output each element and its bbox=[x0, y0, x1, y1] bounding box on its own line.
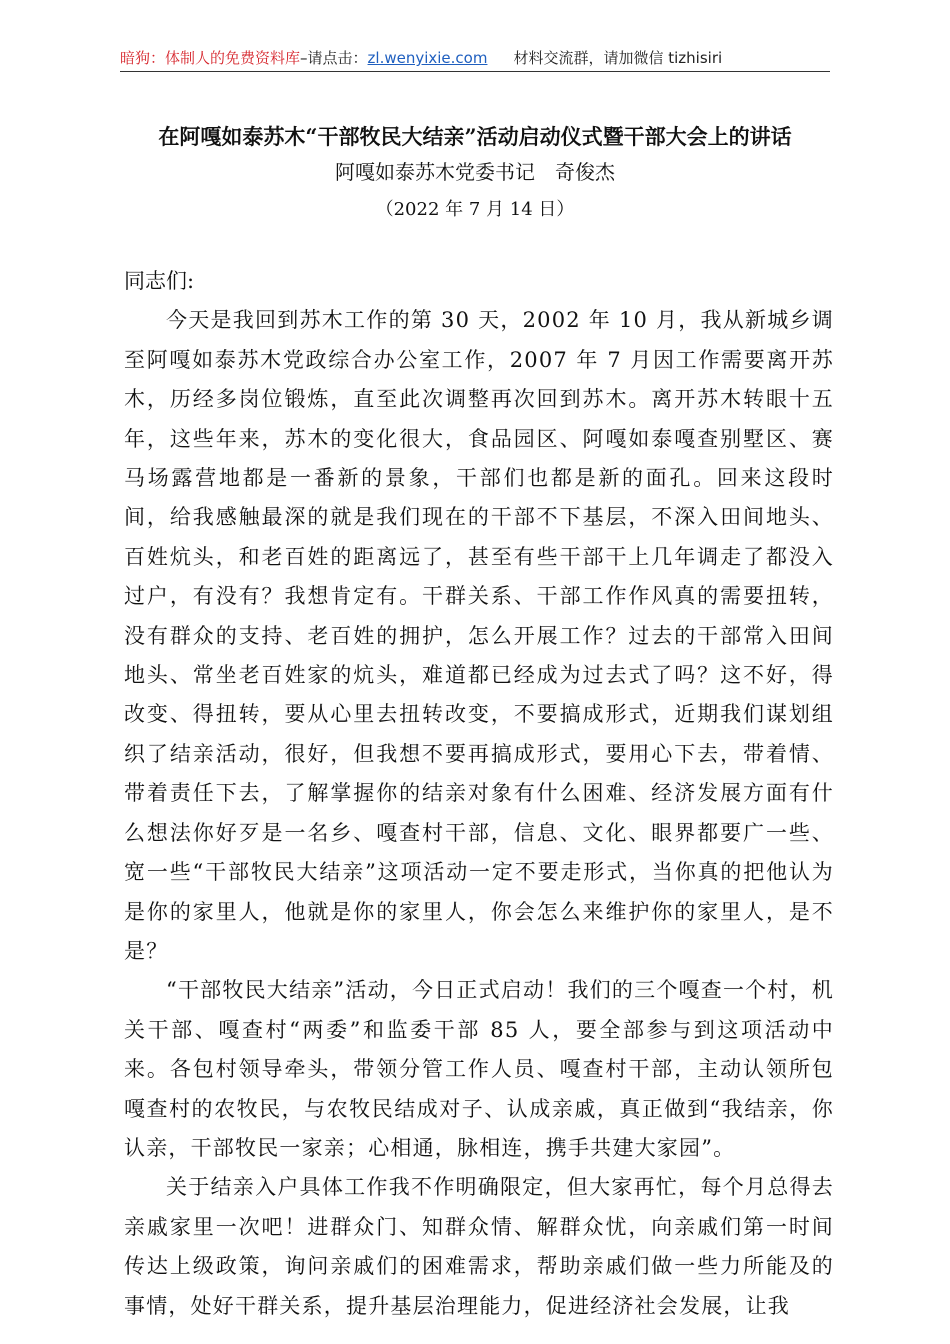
header-link[interactable]: zl.wenyixie.com bbox=[367, 49, 488, 67]
document-title: 在阿嘎如泰苏木“干部牧民大结亲”活动启动仪式暨干部大会上的讲话 bbox=[158, 124, 792, 149]
header-divider bbox=[120, 71, 830, 72]
header-brand: 暗狗：体制人的免费资料库 bbox=[120, 49, 301, 67]
paragraph-2: “干部牧民大结亲”活动，今日正式启动！我们的三个嘎查一个村，机关干部、嘎查村“两委”和监委干部 85 人，要全部参与到这项活动中来。各包村领导牵头，带领分管工作人员、嘎查村干部，主动认领所包嘎查村的农牧民，与农牧民结成对子、认成亲戚，真正做到“我结亲，你认亲，干部牧民一家亲；心相通，脉相连，携手共建大家园”。 bbox=[124, 978, 834, 1160]
document-body bbox=[124, 262, 834, 1326]
document-author: 阿嘎如泰苏木党委书记 奇俊杰 bbox=[335, 160, 615, 184]
header-contact: 材料交流群，请加微信 tizhisiri bbox=[513, 49, 723, 67]
document-date: （2022 年 7 月 14 日） bbox=[375, 199, 575, 220]
paragraph-3: 关于结亲入户具体工作我不作明确限定，但大家再忙，每个月总得去亲戚家里一次吧！进群众门、知群众情、解群众忧，向亲戚们第一时间传达上级政策，询问亲戚们的困难需求，帮助亲戚们做一些力所能及的事情，处好干群关系，提升基层治理能力，促进经济社会发展，让我 bbox=[124, 1175, 834, 1318]
page-header bbox=[120, 46, 830, 70]
paragraph-1: 今天是我回到苏木工作的第 30 天，2002 年 10 月，我从新城乡调至阿嘎如泰苏木党政综合办公室工作，2007 年 7 月因工作需要离开苏木，历经多岗位锻炼，直至此次调整再次回到苏木。离开苏木转眼十五年，这些年来，苏木的变化很大，食品园区、阿嘎如泰嘎查别墅区、赛马场露营地都是一番新的景象，干部们也都是新的面孔。回来这段时间，给我感触最深的就是我们现在的干部不下基层，不深入田间地头、百姓炕头，和老百姓的距离远了，甚至有些干部干上几年调走了都没入过户，有没有？我想肯定有。干群关系、干部工作作风真的需要扭转，没有群众的支持、老百姓的拥护，怎么开展工作？过去的干部常入田间地头、常坐老百姓家的炕头，难道都已经成为过去式了吗？这不好，得改变、得扭转，要从心里去扭转改变，不要搞成形式，近期我们谋划组织了结亲活动，很好，但我想不要再搞成形式，要用心下去，带着情、带着责任下去，了解掌握你的结亲对象有什么困难、经济发展方面有什么想法你好歹是一名乡、嘎查村干部，信息、文化、眼界都要广一些、宽一些“干部牧民大结亲”这项活动一定不要走形式，当你真的把他认为是你的家里人，他就是你的家里人，你会怎么来维护你的家里人，是不是？ bbox=[124, 308, 834, 963]
header-click-prompt: –请点击： bbox=[300, 49, 368, 67]
salutation: 同志们: bbox=[124, 269, 195, 293]
